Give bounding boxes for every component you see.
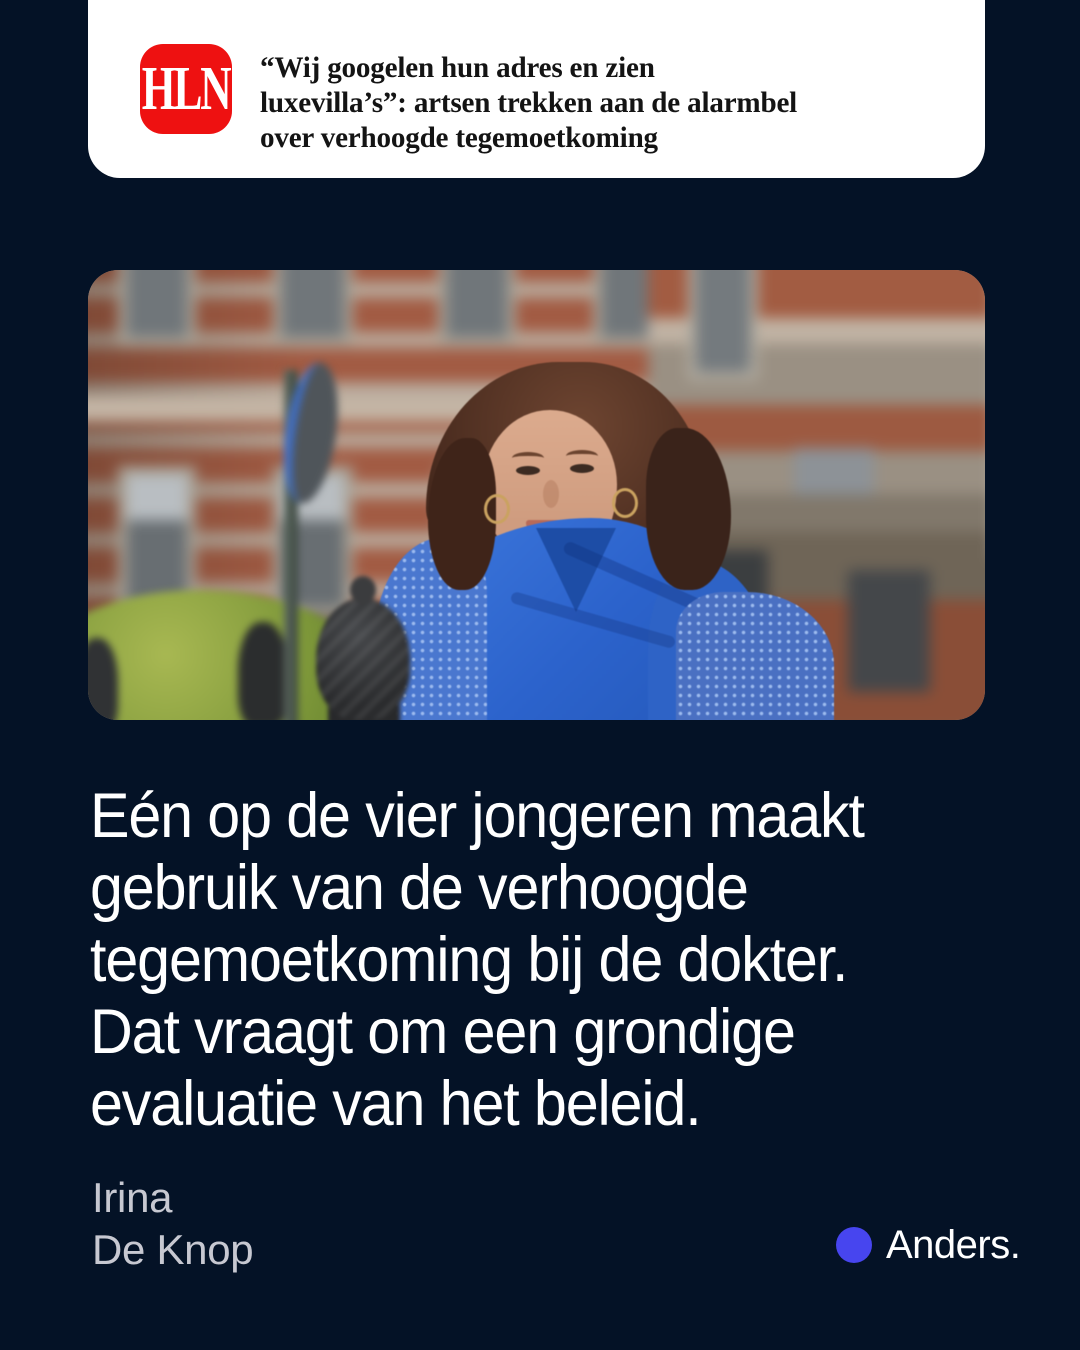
quote-line: Eén op de vier jongeren maakt [90, 781, 864, 851]
quote-line: tegemoetkoming bij de dokter. [90, 925, 848, 995]
quote-line: evaluatie van het beleid. [90, 1069, 701, 1139]
anders-logo [836, 1220, 1020, 1270]
hln-logo-text: HLN [142, 55, 230, 123]
attribution-line: De Knop [92, 1226, 254, 1273]
quote-line: Dat vraagt om een grondige [90, 997, 795, 1067]
headline [260, 50, 997, 155]
fence-finial-cone [316, 598, 410, 720]
attribution [92, 1172, 253, 1276]
headline-card [88, 0, 985, 178]
attribution-line: Irina [92, 1174, 173, 1221]
quote-text [90, 780, 1039, 1140]
quote-line: gebruik van de verhoogde [90, 853, 748, 923]
anders-dot-icon [836, 1227, 872, 1263]
fence-finial-knob [350, 576, 376, 604]
photo-foreground [88, 270, 985, 720]
headline-line: luxevilla’s”: artsen trekken aan de alarmbel [260, 86, 798, 119]
headline-line: over verhoogde tegemoetkoming [260, 121, 658, 154]
hln-logo [140, 44, 232, 134]
headline-line: “Wij googelen hun adres en zien [260, 51, 655, 84]
anders-label: Anders. [886, 1222, 1021, 1267]
photo [88, 270, 985, 720]
